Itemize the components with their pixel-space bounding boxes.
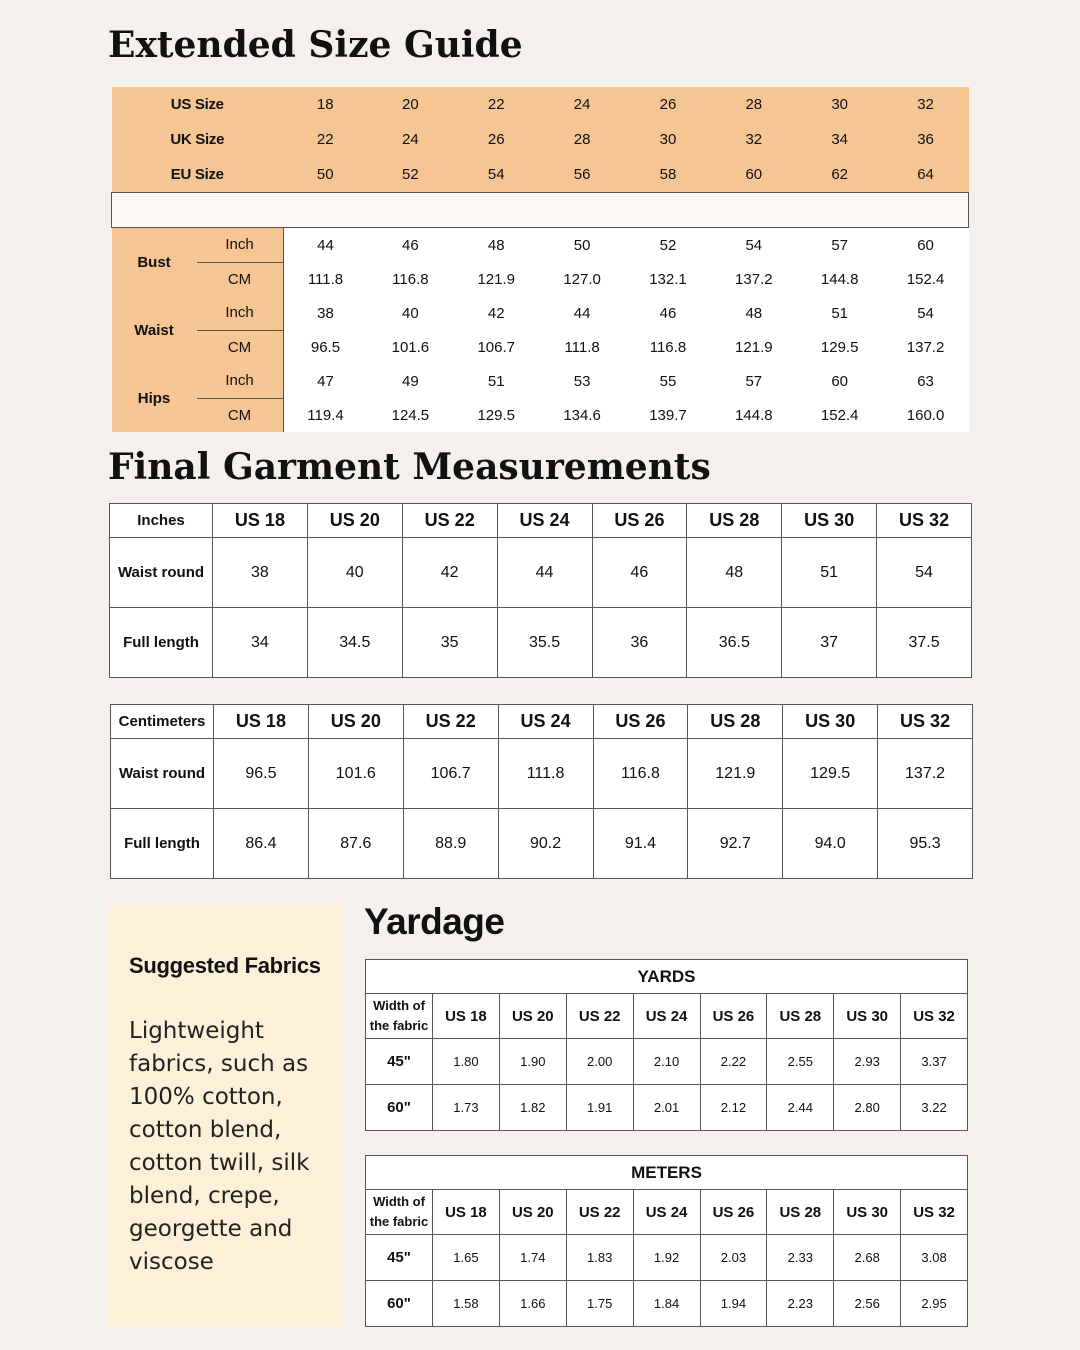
measurement-value: 90.2 [498, 809, 593, 879]
size-system-label: US Size [170, 96, 224, 113]
yardage-value: 2.23 [767, 1281, 834, 1327]
measurement-category: Bust [112, 228, 197, 297]
unit-corner-label: Centimeters [111, 705, 214, 739]
measurement-value: 42 [453, 296, 539, 330]
size-value: 60 [745, 166, 763, 183]
size-column-header: US 26 [593, 705, 688, 739]
yardage-value: 2.00 [566, 1039, 633, 1085]
size-system-label: UK Size [170, 131, 225, 148]
table-row [111, 809, 973, 879]
size-system-label: EU Size [170, 166, 224, 183]
measurement-value: 116.8 [625, 330, 711, 364]
measurement-value: 44 [497, 538, 592, 608]
width-label-line: Width of [373, 1194, 425, 1209]
width-label-line: the fabric [369, 1214, 429, 1229]
size-value: 64 [917, 166, 934, 183]
measurement-value: 111.8 [283, 262, 367, 296]
size-value: 28 [745, 96, 763, 113]
measurement-value: 36.5 [687, 608, 782, 678]
yardage-value: 1.74 [499, 1235, 566, 1281]
measurement-value: 137.2 [711, 262, 797, 296]
measurement-value: 121.9 [453, 262, 539, 296]
size-column-header: US 26 [700, 994, 767, 1039]
unit-label: Inch [197, 228, 284, 263]
measurement-value: 127.0 [539, 262, 625, 296]
yardage-value: 2.01 [633, 1085, 700, 1131]
measurement-value: 40 [367, 296, 453, 330]
size-value: 22 [487, 96, 505, 113]
size-value: 34 [831, 131, 849, 148]
measurement-value: 37.5 [877, 608, 972, 678]
size-value: 36 [917, 131, 934, 148]
measurement-value: 36 [592, 608, 687, 678]
yardage-value: 2.22 [700, 1039, 767, 1085]
measurement-value: 50 [539, 228, 625, 263]
measurement-value: 152.4 [883, 262, 969, 296]
size-column-header: US 22 [566, 994, 633, 1039]
measurement-value: 54 [711, 228, 797, 263]
measurement-value: 111.8 [498, 739, 593, 809]
size-column-header: US 18 [433, 994, 500, 1039]
suggested-fabrics-panel [108, 905, 343, 1327]
caption-row [366, 960, 968, 994]
size-value: 56 [573, 166, 591, 183]
suggested-fabrics-title: Suggested Fabrics [129, 953, 321, 978]
measurement-value: 57 [711, 364, 797, 398]
size-column-header: US 30 [834, 994, 901, 1039]
size-column-header: US 32 [901, 994, 968, 1039]
measurement-value: 35 [402, 608, 497, 678]
measurement-value: 124.5 [367, 398, 453, 432]
measurement-value: 40 [307, 538, 402, 608]
size-value: 26 [487, 131, 505, 148]
measurement-value: 63 [883, 364, 969, 398]
yardage-value: 2.03 [700, 1235, 767, 1281]
size-value: 28 [573, 131, 591, 148]
measurement-value: 51 [797, 296, 883, 330]
measurement-value: 139.7 [625, 398, 711, 432]
yardage-value: 2.12 [700, 1085, 767, 1131]
yardage-value: 1.80 [433, 1039, 500, 1085]
table-row [366, 1235, 968, 1281]
measurement-value: 51 [782, 538, 877, 608]
unit-caption: METERS [366, 1156, 968, 1190]
size-value: 54 [487, 166, 505, 183]
size-value: 50 [316, 166, 334, 183]
yardage-value: 2.10 [633, 1039, 700, 1085]
row-label: Full length [111, 809, 214, 879]
width-label-line: the fabric [369, 1018, 429, 1033]
garment-cm-table [110, 704, 973, 879]
yardage-value: 1.82 [499, 1085, 566, 1131]
yardage-value: 3.37 [901, 1039, 968, 1085]
measurement-value: 144.8 [711, 398, 797, 432]
size-column-header: US 32 [901, 1190, 968, 1235]
measurement-value: 132.1 [625, 262, 711, 296]
yardage-value: 1.66 [499, 1281, 566, 1327]
measurement-value: 96.5 [283, 330, 367, 364]
suggested-fabrics-text: Lightweight fabrics, such as 100% cotton, cotton blend, cotton twill, silk blend, crepe, georgette and viscose [129, 1018, 310, 1275]
unit-label: Inch [197, 296, 284, 330]
size-column-header: US 22 [402, 504, 497, 538]
yardage-value: 2.95 [901, 1281, 968, 1327]
measurement-value: 46 [592, 538, 687, 608]
size-value: 26 [659, 96, 677, 113]
size-value: 58 [659, 166, 677, 183]
size-value: 22 [316, 131, 334, 148]
yardage-value: 1.91 [566, 1085, 633, 1131]
table-row [110, 608, 972, 678]
measurement-row [112, 296, 969, 330]
unit-label: CM [197, 262, 284, 296]
unit-label: CM [197, 398, 284, 432]
measurement-value: 88.9 [403, 809, 498, 879]
measurement-value: 46 [625, 296, 711, 330]
measurement-value: 86.4 [214, 809, 309, 879]
yardage-value: 2.56 [834, 1281, 901, 1327]
measurement-value: 152.4 [797, 398, 883, 432]
measurement-value: 116.8 [593, 739, 688, 809]
size-header-row [112, 157, 969, 193]
yardage-value: 2.80 [834, 1085, 901, 1131]
measurement-value: 116.8 [367, 262, 453, 296]
yardage-title: Yardage [364, 901, 505, 942]
fabric-width-label: 45" [366, 1039, 433, 1085]
row-label: Waist round [110, 538, 213, 608]
measurement-value: 60 [883, 228, 969, 263]
measurement-value: 44 [283, 228, 367, 263]
size-guide-table [111, 87, 969, 432]
measurement-value: 48 [711, 296, 797, 330]
spacer-cell [112, 193, 969, 228]
measurement-value: 121.9 [711, 330, 797, 364]
fabric-width-label: 60" [366, 1085, 433, 1131]
size-column-header: US 20 [307, 504, 402, 538]
measurement-value: 101.6 [308, 739, 403, 809]
size-value: 24 [573, 96, 591, 113]
size-value: 18 [316, 96, 334, 113]
size-column-header: US 26 [592, 504, 687, 538]
header-row [366, 1190, 968, 1235]
measurement-value: 106.7 [453, 330, 539, 364]
garment-inches-table [109, 503, 972, 678]
measurement-value: 137.2 [883, 330, 969, 364]
size-column-header: US 18 [433, 1190, 500, 1235]
measurement-value: 129.5 [453, 398, 539, 432]
measurement-value: 46 [367, 228, 453, 263]
measurement-value: 35.5 [497, 608, 592, 678]
measurement-value: 48 [687, 538, 782, 608]
size-column-header: US 18 [213, 504, 308, 538]
measurement-category: Hips [112, 364, 197, 432]
caption-row [366, 1156, 968, 1190]
size-column-header: US 30 [834, 1190, 901, 1235]
yardage-value: 1.65 [433, 1235, 500, 1281]
measurement-row [112, 330, 969, 364]
header-row [110, 504, 972, 538]
size-column-header: US 30 [783, 705, 878, 739]
row-label: Waist round [111, 739, 214, 809]
measurement-value: 121.9 [688, 739, 783, 809]
measurement-value: 144.8 [797, 262, 883, 296]
size-column-header: US 18 [214, 705, 309, 739]
size-value: 62 [831, 166, 849, 183]
measurement-value: 160.0 [883, 398, 969, 432]
measurement-value: 134.6 [539, 398, 625, 432]
unit-label: CM [197, 330, 284, 364]
measurement-value: 42 [402, 538, 497, 608]
measurement-value: 52 [625, 228, 711, 263]
yardage-value: 3.22 [901, 1085, 968, 1131]
width-of-fabric-label [366, 1190, 433, 1235]
size-column-header: US 22 [403, 705, 498, 739]
measurement-category: Waist [112, 296, 197, 364]
measurement-value: 38 [283, 296, 367, 330]
size-column-header: US 20 [499, 994, 566, 1039]
yardage-value: 2.55 [767, 1039, 834, 1085]
table-row [366, 1281, 968, 1327]
measurement-value: 137.2 [878, 739, 973, 809]
size-column-header: US 24 [633, 994, 700, 1039]
measurement-value: 101.6 [367, 330, 453, 364]
measurement-value: 44 [539, 296, 625, 330]
yardage-value: 1.83 [566, 1235, 633, 1281]
measurement-value: 129.5 [783, 739, 878, 809]
size-header-row [112, 122, 969, 157]
yardage-value: 3.08 [901, 1235, 968, 1281]
yardage-value: 1.84 [633, 1281, 700, 1327]
size-header-row [112, 87, 969, 122]
yardage-value: 2.44 [767, 1085, 834, 1131]
size-value: 32 [917, 96, 934, 113]
header-row [366, 994, 968, 1039]
measurement-value: 111.8 [539, 330, 625, 364]
row-label: Full length [110, 608, 213, 678]
final-garment-title: Final Garment Measurements [108, 446, 711, 488]
size-column-header: US 32 [877, 504, 972, 538]
measurement-row [112, 228, 969, 263]
table-row [110, 538, 972, 608]
size-column-header: US 28 [767, 1190, 834, 1235]
size-column-header: US 26 [700, 1190, 767, 1235]
measurement-value: 60 [797, 364, 883, 398]
measurement-value: 47 [283, 364, 367, 398]
measurement-value: 92.7 [688, 809, 783, 879]
size-column-header: US 24 [497, 504, 592, 538]
yardage-value: 1.94 [700, 1281, 767, 1327]
measurement-value: 38 [213, 538, 308, 608]
measurement-value: 51 [453, 364, 539, 398]
measurement-value: 87.6 [308, 809, 403, 879]
measurement-row [112, 262, 969, 296]
table-row [366, 1039, 968, 1085]
measurement-value: 54 [883, 296, 969, 330]
size-column-header: US 24 [498, 705, 593, 739]
size-column-header: US 22 [566, 1190, 633, 1235]
table-row [111, 739, 973, 809]
measurement-value: 34 [213, 608, 308, 678]
yardage-value: 1.90 [499, 1039, 566, 1085]
measurement-value: 48 [453, 228, 539, 263]
size-value: 30 [831, 96, 849, 113]
extended-size-guide-title: Extended Size Guide [108, 24, 523, 66]
measurement-value: 129.5 [797, 330, 883, 364]
measurement-value: 34.5 [307, 608, 402, 678]
size-column-header: US 28 [688, 705, 783, 739]
size-column-header: US 28 [767, 994, 834, 1039]
spacer-row [112, 193, 969, 228]
measurement-value: 49 [367, 364, 453, 398]
measurement-value: 57 [797, 228, 883, 263]
unit-corner-label: Inches [110, 504, 213, 538]
size-column-header: US 30 [782, 504, 877, 538]
size-value: 20 [402, 96, 419, 113]
yardage-value: 1.73 [433, 1085, 500, 1131]
yardage-value: 1.75 [566, 1281, 633, 1327]
measurement-value: 91.4 [593, 809, 688, 879]
measurement-value: 95.3 [878, 809, 973, 879]
measurement-value: 94.0 [783, 809, 878, 879]
measurement-value: 54 [877, 538, 972, 608]
yardage-meters-table [365, 1155, 968, 1327]
measurement-value: 119.4 [283, 398, 367, 432]
width-of-fabric-label [366, 994, 433, 1039]
size-value: 52 [402, 166, 419, 183]
width-label-line: Width of [373, 998, 425, 1013]
fabric-width-label: 45" [366, 1235, 433, 1281]
measurement-value: 106.7 [403, 739, 498, 809]
measurement-value: 37 [782, 608, 877, 678]
yardage-value: 2.93 [834, 1039, 901, 1085]
size-column-header: US 32 [878, 705, 973, 739]
measurement-value: 96.5 [214, 739, 309, 809]
yardage-value: 1.58 [433, 1281, 500, 1327]
measurement-value: 53 [539, 364, 625, 398]
table-row [366, 1085, 968, 1131]
size-column-header: US 28 [687, 504, 782, 538]
size-value: 32 [745, 131, 763, 148]
unit-caption: YARDS [366, 960, 968, 994]
fabric-width-label: 60" [366, 1281, 433, 1327]
header-row [111, 705, 973, 739]
yardage-value: 1.92 [633, 1235, 700, 1281]
size-column-header: US 20 [499, 1190, 566, 1235]
size-value: 30 [659, 131, 677, 148]
yardage-value: 2.33 [767, 1235, 834, 1281]
measurement-row [112, 364, 969, 398]
size-column-header: US 20 [308, 705, 403, 739]
yardage-value: 2.68 [834, 1235, 901, 1281]
measurement-value: 55 [625, 364, 711, 398]
measurement-row [112, 398, 969, 432]
size-column-header: US 24 [633, 1190, 700, 1235]
size-value: 24 [402, 131, 419, 148]
yardage-yards-table [365, 959, 968, 1131]
unit-label: Inch [197, 364, 284, 398]
